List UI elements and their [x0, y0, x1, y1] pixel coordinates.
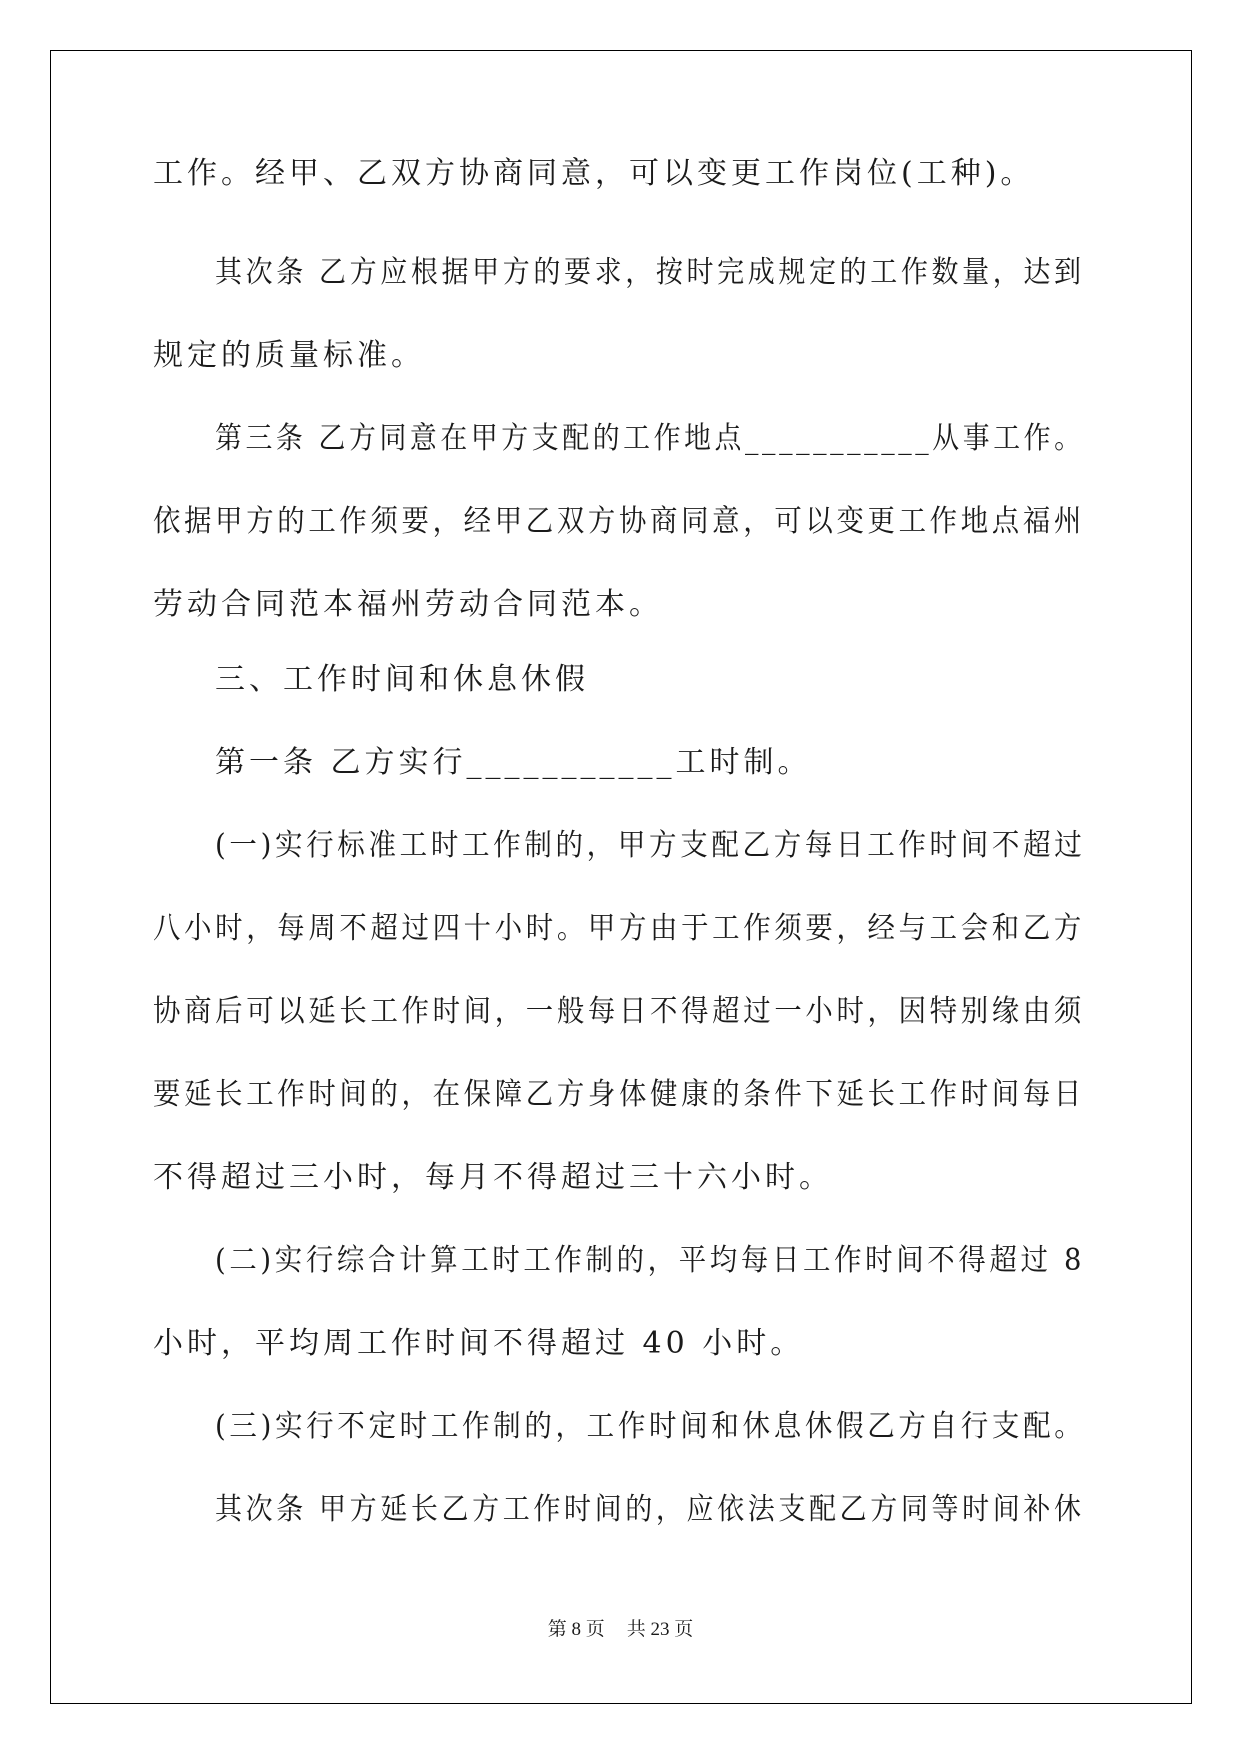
text-line: 其次条 甲方延长乙方工作时间的，应依法支配乙方同等时间补休	[215, 1492, 1085, 1527]
text-line: 不得超过三小时，每月不得超过三十六小时。	[153, 1160, 833, 1195]
text-line: 八小时，每周不超过四十小时。甲方由于工作须要，经与工会和乙方	[153, 911, 1085, 946]
text-line: 劳动合同范本福州劳动合同范本。	[153, 587, 663, 622]
page-number: 第 8 页	[547, 1619, 605, 1640]
text-line: (三)实行不定时工作制的，工作时间和休息休假乙方自行支配。	[215, 1409, 1086, 1444]
text-line: 要延长工作时间的，在保障乙方身体健康的条件下延长工作时间每日	[153, 1077, 1085, 1112]
page-footer	[0, 1614, 1241, 1641]
text-line: 第一条 乙方实行___________工时制。	[215, 745, 812, 780]
text-line: 协商后可以延长工作时间，一般每日不得超过一小时，因特别缘由须	[153, 994, 1085, 1029]
text-line: 小时，平均周工作时间不得超过 40 小时。	[153, 1326, 805, 1361]
text-line: (二)实行综合计算工时工作制的，平均每日工作时间不得超过 8	[215, 1243, 1086, 1278]
text-line: 第三条 乙方同意在甲方支配的工作地点___________从事工作。	[215, 421, 1085, 456]
text-line: 依据甲方的工作须要，经甲乙双方协商同意，可以变更工作地点福州	[153, 504, 1085, 539]
text-line: 工作。经甲、乙双方协商同意，可以变更工作岗位(工种)。	[153, 156, 1035, 191]
text-line: 规定的质量标准。	[153, 338, 425, 373]
total-pages: 共 23 页	[626, 1619, 694, 1640]
text-line: 其次条 乙方应根据甲方的要求，按时完成规定的工作数量，达到	[215, 255, 1085, 290]
text-line: (一)实行标准工时工作制的，甲方支配乙方每日工作时间不超过	[215, 828, 1086, 863]
section-heading: 三、工作时间和休息休假	[215, 662, 589, 697]
page-frame	[50, 50, 1192, 1704]
